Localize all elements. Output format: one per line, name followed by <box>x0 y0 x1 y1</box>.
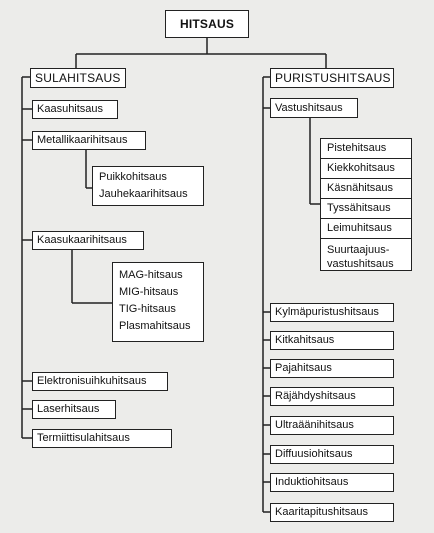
suurtaajuusvastushitsaus-label: Suurtaajuus- vastushitsaus <box>327 244 394 270</box>
kaasukaarihitsaus-label: Kaasukaarihitsaus <box>37 234 127 246</box>
pistehitsaus-label: Pistehitsaus <box>321 139 411 159</box>
ultraaanihitsaus-label: Ultraäänihitsaus <box>275 419 354 431</box>
root-label: HITSAUS <box>179 16 235 31</box>
tyssahitsaus-label: Tyssähitsaus <box>321 199 411 219</box>
plasmahitsaus-label: Plasmahitsaus <box>119 320 191 332</box>
kylmapuristushitsaus-label: Kylmäpuristushitsaus <box>275 306 379 318</box>
vastus-sub-box <box>320 138 412 271</box>
laserhitsaus-box <box>32 400 116 419</box>
kitkahitsaus-box <box>270 331 394 350</box>
leimuhitsaus-label: Leimuhitsaus <box>321 219 411 239</box>
pajahitsaus-label: Pajahitsaus <box>275 362 332 374</box>
mig-hitsaus-label: MIG-hitsaus <box>119 286 179 298</box>
elektronisuihkuhitsaus-box <box>32 372 168 391</box>
kylmapuristushitsaus-box <box>270 303 394 322</box>
rajahdyshitsaus-box <box>270 387 394 406</box>
kiekkohitsaus-label: Kiekkohitsaus <box>321 159 411 179</box>
kasnahitsaus-label: Käsnähitsaus <box>321 179 411 199</box>
metallikaari-sub-box <box>92 166 204 206</box>
puristushitsaus-box <box>270 68 394 88</box>
kaasuhitsaus-label: Kaasuhitsaus <box>37 103 104 115</box>
diffuusiohitsaus-label: Diffuusiohitsaus <box>275 448 353 460</box>
jauhekaarihitsaus-label: Jauhekaarihitsaus <box>99 188 188 200</box>
pajahitsaus-box <box>270 359 394 378</box>
induktiohitsaus-label: Induktiohitsaus <box>275 476 349 488</box>
laserhitsaus-label: Laserhitsaus <box>37 403 100 415</box>
vastushitsaus-label: Vastushitsaus <box>275 101 343 114</box>
elektronisuihkuhitsaus-label: Elektronisuihkuhitsaus <box>37 375 147 387</box>
kaasukaari-sub-box <box>112 262 204 342</box>
tig-hitsaus-label: TIG-hitsaus <box>119 303 176 315</box>
kaasukaarihitsaus-box <box>32 231 144 250</box>
diffuusiohitsaus-box <box>270 445 394 464</box>
termiittisulahitsaus-label: Termiittisulahitsaus <box>37 432 130 444</box>
kaaritapitushitsaus-box <box>270 503 394 522</box>
rajahdyshitsaus-label: Räjähdyshitsaus <box>275 390 356 402</box>
metallikaarihitsaus-label: Metallikaarihitsaus <box>37 134 128 146</box>
termiittisulahitsaus-box <box>32 429 172 448</box>
kitkahitsaus-label: Kitkahitsaus <box>275 334 335 346</box>
induktiohitsaus-box <box>270 473 394 492</box>
puristushitsaus-label: PURISTUSHITSAUS <box>275 70 391 85</box>
kaasuhitsaus-box <box>32 100 118 119</box>
vastushitsaus-box <box>270 98 358 118</box>
sulahitsaus-box <box>30 68 126 88</box>
puikkohitsaus-label: Puikkohitsaus <box>99 171 167 183</box>
kaaritapitushitsaus-label: Kaaritapitushitsaus <box>275 506 368 518</box>
sulahitsaus-label: SULAHITSAUS <box>35 70 121 85</box>
mag-hitsaus-label: MAG-hitsaus <box>119 269 183 281</box>
root-box <box>165 10 249 38</box>
ultraaanihitsaus-box <box>270 416 394 435</box>
metallikaarihitsaus-box <box>32 131 146 150</box>
